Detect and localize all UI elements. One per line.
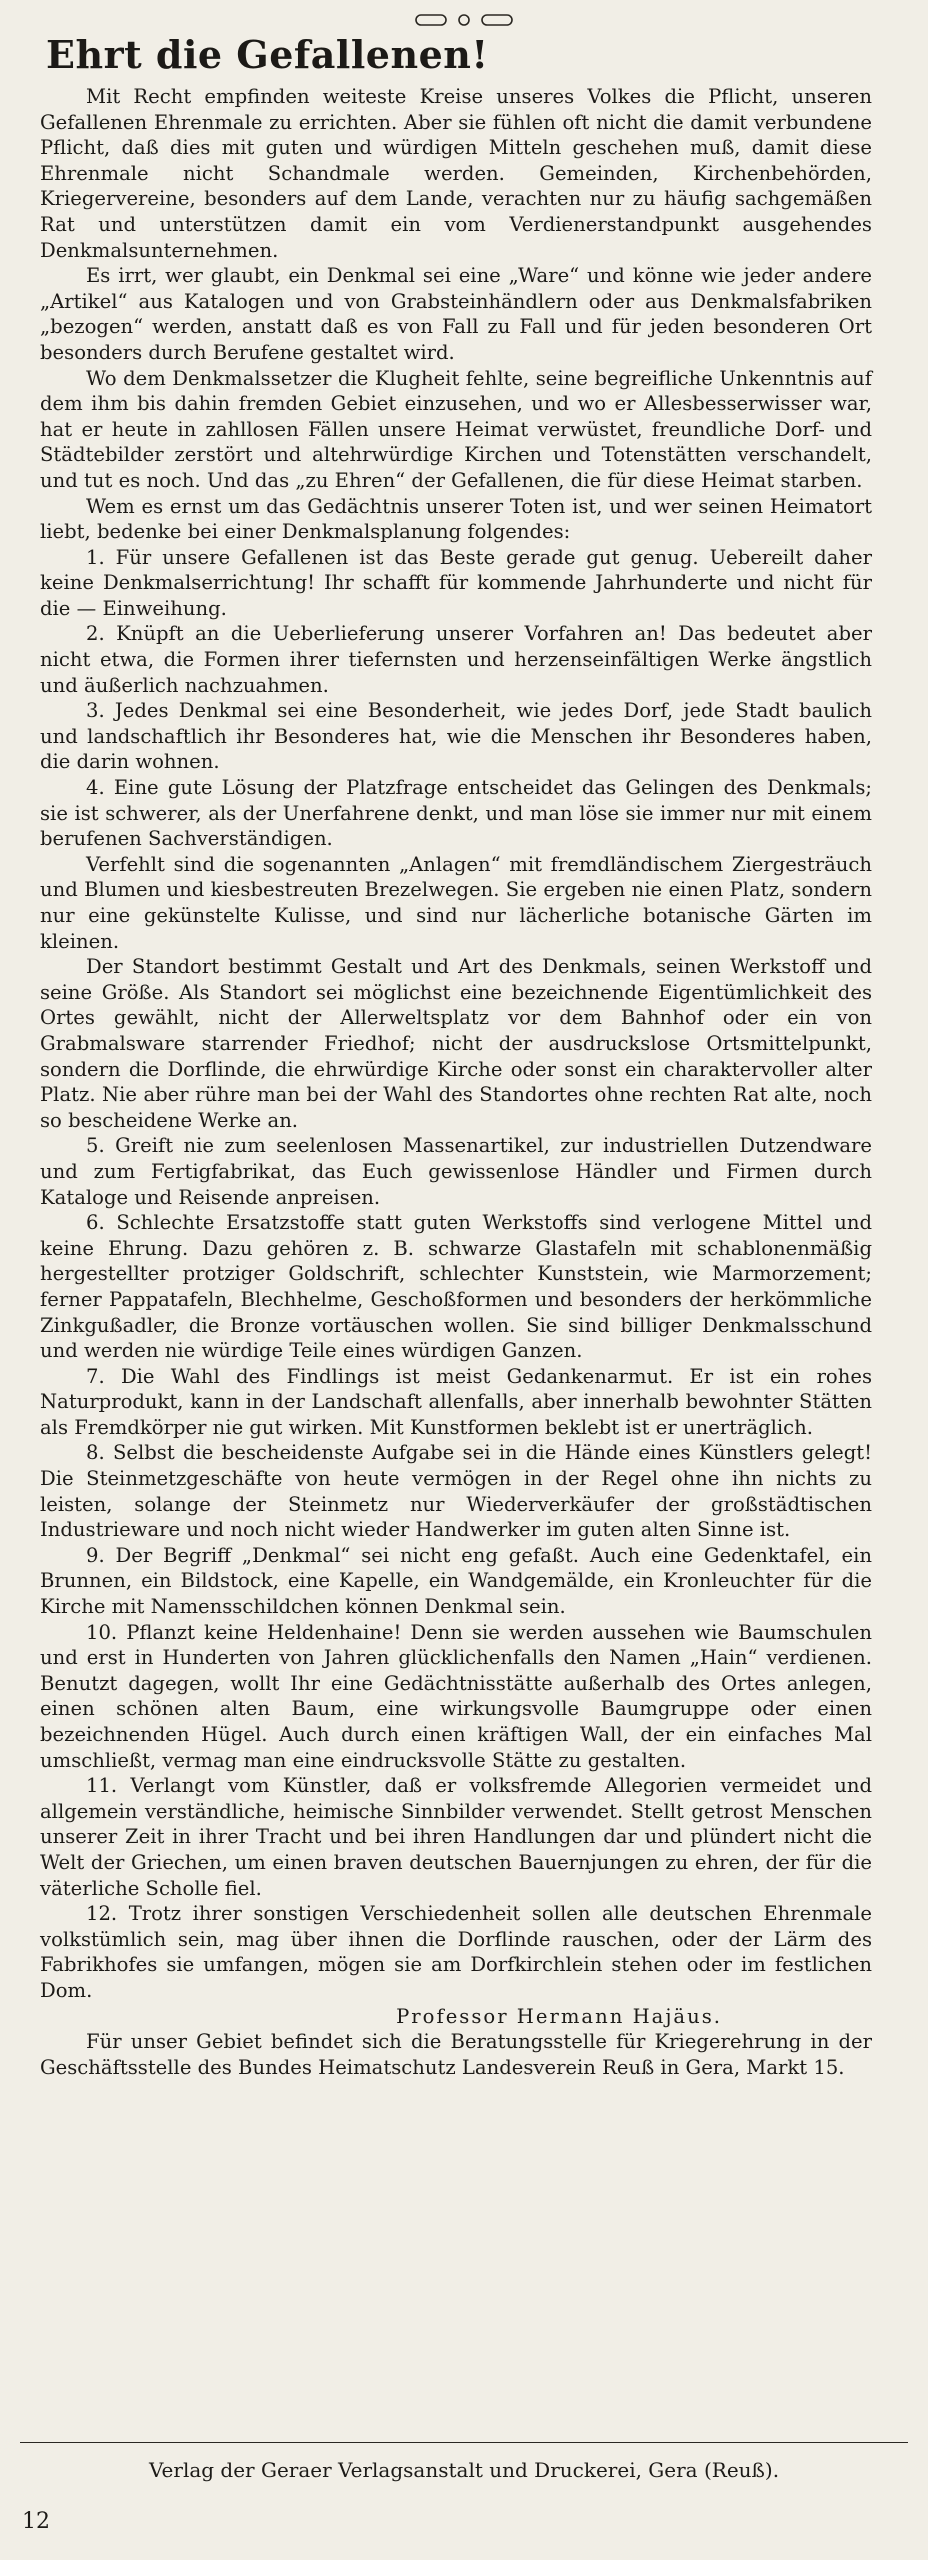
paragraph-intro: Mit Recht empfinden weiteste Kreise unseres Volkes die Pflicht, unseren Gefallenen Ehrenmale zu errichten. Aber sie fühlen oft nicht die damit verbundene Pflicht, daß dies mit guten und würdigen Mitteln geschehen muß, damit diese Ehrenmale nicht Schandmale werden. Gemeinden, Kirchenbehörden, Kriegervereine, besonders auf dem Lande, verachten nur zu häufig sachgemäßen Rat und unterstützen damit ein vom Verdienerstandpunkt ausgehendes Denkmalsunternehmen. [40,85,872,262]
paragraph-standort: Der Standort bestimmt Gestalt und Art des Denkmals, seinen Werkstoff und seine Größe. Als Standort sei möglichst eine bezeichnende Eigentümlichkeit des Ortes gewählt, nicht der Allerweltsplatz vor dem Bahnhof oder ein von Grabmalsware starrender Friedhof; nicht der ausdruckslose Ortsmittelpunkt, sondern die Dorflinde, die ehrwürdige Kirche oder sonst ein charaktervoller alter Platz. Nie aber rühre man bei der Wahl des Standortes ohne rechten Rat alte, noch so bescheidene Werke an. [40,955,872,1132]
ornament-divider-icon [414,12,514,28]
paragraph-point-11: 11. Verlangt vom Künstler, daß er volksfremde Allegorien vermeidet und allgemein verständliche, heimische Sinnbilder verwendet. Stellt getrost Menschen unserer Zeit in ihrer Tracht und bei ihren Handlungen dar und plündert nicht die Welt der Griechen, um einen braven deutschen Bauernjungen zu ehren, der für die väterliche Scholle fiel. [40,1774,872,1900]
paragraph-point-3: 3. Jedes Denkmal sei eine Besonderheit, wie jedes Dorf, jede Stadt baulich und landschaftlich ihr Besonderes hat, wie die Menschen ihr Besonderes haben, die darin wohnen. [40,699,872,774]
footer-divider [20,2442,908,2443]
paragraph-klugheit: Wo dem Denkmalssetzer die Klugheit fehlte, seine begreifliche Unkenntnis auf dem ihm bis dahin fremden Gebiet einzusehen, und wo er Allesbesserwisser war, hat er heute in zahllosen Fällen unsere Heimat verwüstet, freundliche Dorf- und Städtebilder zerstört und altehrwürdige Kirchen und Totenstätten verschandelt, und tut es noch. Und das „zu Ehren“ der Gefallenen, die für diese Heimat starben. [40,366,872,492]
paragraph-point-8: 8. Selbst die bescheidenste Aufgabe sei in die Hände eines Künstlers gelegt! Die Steinmetzgeschäfte von heute vermögen in der Regel ohne ihn nichts zu leisten, solange der Steinmetz nur Wiederverkäufer der großstädtischen Industrieware und noch nicht wieder Handwerker im guten alten Sinne ist. [40,1441,872,1542]
paragraph-point-2: 2. Knüpft an die Ueberlieferung unserer Vorfahren an! Das bedeutet aber nicht etwa, die Formen ihrer tiefernsten und herzenseinfältigen Werke ängstlich und äußerlich nachzuahmen. [40,622,872,697]
paragraph-point-6: 6. Schlechte Ersatzstoffe statt guten Werkstoffs sind verlogene Mittel und keine Ehrung. Dazu gehören z. B. schwarze Glastafeln mit schablonenmäßig hergestellter protziger Goldschrift, schlechter Kunststein, wie Marmorzement; ferner Pappatafeln, Blechhelme, Geschoßformen und besonders der herkömmliche Zinkgußadler, die Bronze vortäuschen wollen. Sie sind billiger Denkmalsschund und werden nie würdige Teile eines würdigen Ganzen. [40,1211,872,1363]
author-signature: Professor Hermann Hajäus. [396,2004,722,2028]
paragraph-point-4: 4. Eine gute Lösung der Platzfrage entscheidet das Gelingen des Denkmals; sie ist schwerer, als der Unerfahrene denkt, und man löse sie immer nur mit einem berufenen Sachverständigen. [40,776,872,851]
paragraph-point-10: 10. Pflanzt keine Heldenhaine! Denn sie werden aussehen wie Baumschulen und erst in Hunderten von Jahren glücklichenfalls den Namen „Hain“ verdienen. Benutzt dagegen, wollt Ihr eine Gedächtnisstätte außerhalb des Ortes anlegen, einen schönen alten Baum, eine wirkungsvolle Baumgruppe oder einen bezeichnenden Hügel. Auch durch einen kräftigen Wall, der ein einfaches Mal umschließt, vermag man eine eindrucksvolle Stätte zu gestalten. [40,1620,872,1772]
article-body [40,84,872,2080]
closing-note: Für unser Gebiet befindet sich die Beratungsstelle für Kriegerehrung in der Geschäftsstelle des Bundes Heimatschutz Landesverein Reuß in Gera, Markt 15. [40,2030,872,2079]
article-title: Ehrt die Gefallenen! [46,32,489,77]
paragraph-point-9: 9. Der Begriff „Denkmal“ sei nicht eng gefaßt. Auch eine Gedenktafel, ein Brunnen, ein Bildstock, eine Kapelle, ein Wandgemälde, ein Kronleuchter für die Kirche mit Namensschildchen können Denkmal sein. [40,1543,872,1619]
paragraph-point-12: 12. Trotz ihrer sonstigen Verschiedenheit sollen alle deutschen Ehrenmale volkstümlich sein, mag über ihnen die Dorflinde rauschen, oder der Lärm des Fabrikhofes sie umfangen, mögen sie am Dorfkirchlein stehen oder im festlichen Dom. [40,1902,872,2002]
page-number: 12 [22,2509,50,2534]
paragraph-point-7: 7. Die Wahl des Findlings ist meist Gedankenarmut. Er ist ein rohes Naturprodukt, kann in der Landschaft allenfalls, aber innerhalb bewohnter Stätten als Fremdkörper nie gut wirken. Mit Kunstformen beklebt ist er unerträglich. [40,1364,872,1439]
paragraph-ware: Es irrt, wer glaubt, ein Denkmal sei eine „Ware“ und könne wie jeder andere „Artikel“ aus Katalogen und von Grabsteinhändlern oder aus Denkmalsfabriken „bezogen“ werden, anstatt daß es von Fall zu Fall und für jeden besonderen Ort besonders durch Berufene gestaltet wird. [40,264,872,364]
publisher-imprint: Verlag der Geraer Verlagsanstalt und Druckerei, Gera (Reuß). [148,2458,780,2482]
paragraph-anlagen: Verfehlt sind die sogenannten „Anlagen“ mit fremdländischem Ziergesträuch und Blumen und kiesbestreuten Brezelwegen. Sie ergeben nie einen Platz, sondern nur eine gekünstelte Kulisse, und sind nur lächerliche botanische Gärten im kleinen. [40,852,872,953]
paragraph-folgendes: Wem es ernst um das Gedächtnis unserer Toten ist, und wer seinen Heimatort liebt, bedenke bei einer Denkmalsplanung folgendes: [40,494,872,544]
paragraph-point-5: 5. Greift nie zum seelenlosen Massenartikel, zur industriellen Dutzendware und zum Fertigfabrikat, das Euch gewissenlose Händler und Firmen durch Kataloge und Reisende anpreisen. [40,1134,872,1209]
paragraph-point-1: 1. Für unsere Gefallenen ist das Beste gerade gut genug. Uebereilt daher keine Denkmalserrichtung! Ihr schafft für kommende Jahrhunderte und nicht für die — Einweihung. [40,545,872,620]
